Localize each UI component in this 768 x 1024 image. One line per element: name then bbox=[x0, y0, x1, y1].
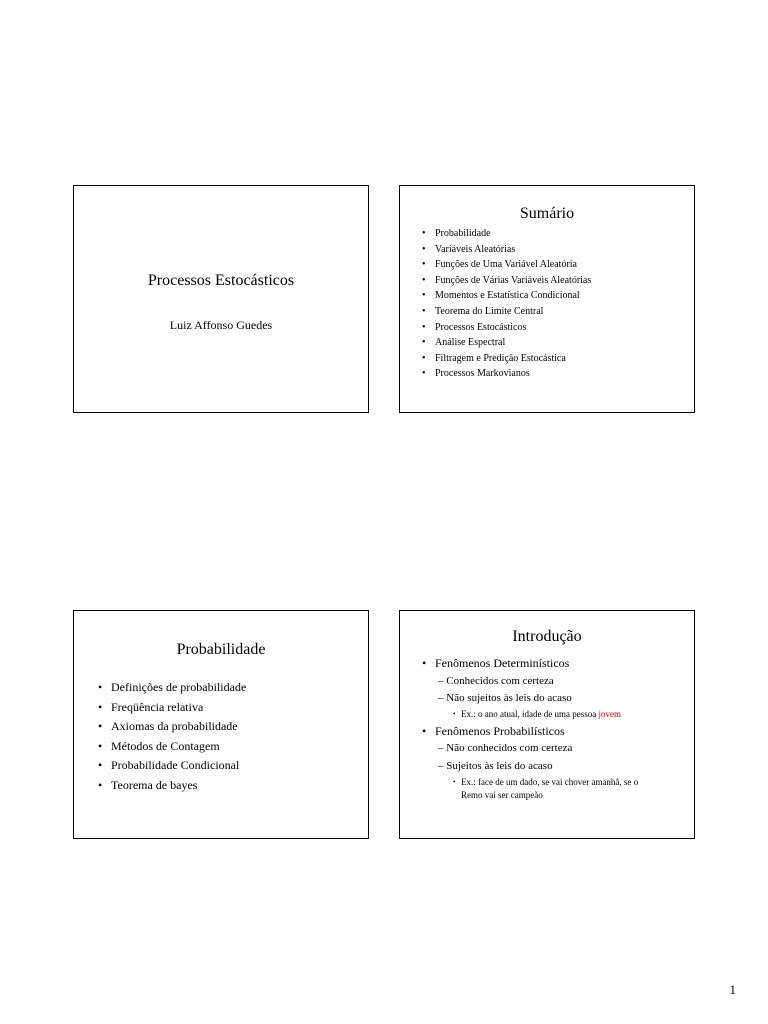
list-item: • Processos Markovianos bbox=[435, 366, 591, 382]
list-item: • Processos Estocásticos bbox=[435, 320, 591, 336]
slide-probability bbox=[73, 610, 369, 839]
probability-heading: Probabilidade bbox=[176, 641, 266, 658]
slide-author: Luiz Affonso Guedes bbox=[169, 318, 273, 332]
list-item: • Probabilidade bbox=[435, 226, 591, 242]
list-item: • Teorema do Limite Central bbox=[435, 304, 591, 320]
list-item: • Freqüência relativa bbox=[111, 698, 246, 718]
slide-summary bbox=[399, 185, 695, 413]
list-item: • Variáveis Aleatórias bbox=[435, 242, 591, 258]
deterministic-sub1: – Conhecidos com certeza bbox=[438, 675, 554, 687]
list-item: • Axiomas da probabilidade bbox=[111, 717, 246, 737]
list-item: • Probabilidade Condicional bbox=[111, 756, 246, 776]
slide-title-heading: Processos Estocásticos bbox=[147, 272, 295, 289]
probabilistic-sub2: – Sujeitos às leis do acaso bbox=[438, 760, 553, 772]
slide-introduction bbox=[399, 610, 695, 839]
probabilistic-sub1: – Não conhecidos com certeza bbox=[438, 742, 573, 754]
deterministic-sub2: – Não sujeitos às leis do acaso bbox=[438, 692, 572, 704]
list-item: • Momentos e Estatística Condicional bbox=[435, 288, 591, 304]
probabilistic-label: • Fenômenos Probabilísticos bbox=[435, 724, 565, 739]
deterministic-label: • Fenômenos Determinísticos bbox=[435, 656, 569, 671]
list-item: • Métodos de Contagem bbox=[111, 737, 246, 757]
list-item: • Definições de probabilidade bbox=[111, 678, 246, 698]
page-number: 1 bbox=[729, 982, 736, 997]
introduction-heading: Introdução bbox=[512, 628, 582, 645]
deterministic-example bbox=[461, 708, 621, 721]
probabilistic-example bbox=[461, 776, 638, 802]
deterministic-example-text: Ex.: o ano atual, idade de uma pessoa bbox=[461, 709, 597, 719]
list-item: • Funções de Várias Variáveis Aleatórias bbox=[435, 273, 591, 289]
probability-list bbox=[111, 678, 246, 796]
list-item: • Funções de Uma Variável Aleatória bbox=[435, 257, 591, 273]
list-item: • Filtragem e Predição Estocástica bbox=[435, 351, 591, 367]
list-item: • Teorema de bayes bbox=[111, 776, 246, 796]
deterministic-example-highlight: jovem bbox=[598, 709, 621, 719]
list-item: • Análise Espectral bbox=[435, 335, 591, 351]
summary-list bbox=[435, 226, 591, 382]
slide-title bbox=[73, 185, 369, 413]
probabilistic-example-line1: Ex.: face de um dado, se vai chover amanhã, se o bbox=[461, 777, 639, 787]
summary-heading: Sumário bbox=[519, 205, 575, 222]
probabilistic-example-line2: Remo vai ser campeão bbox=[461, 790, 543, 800]
